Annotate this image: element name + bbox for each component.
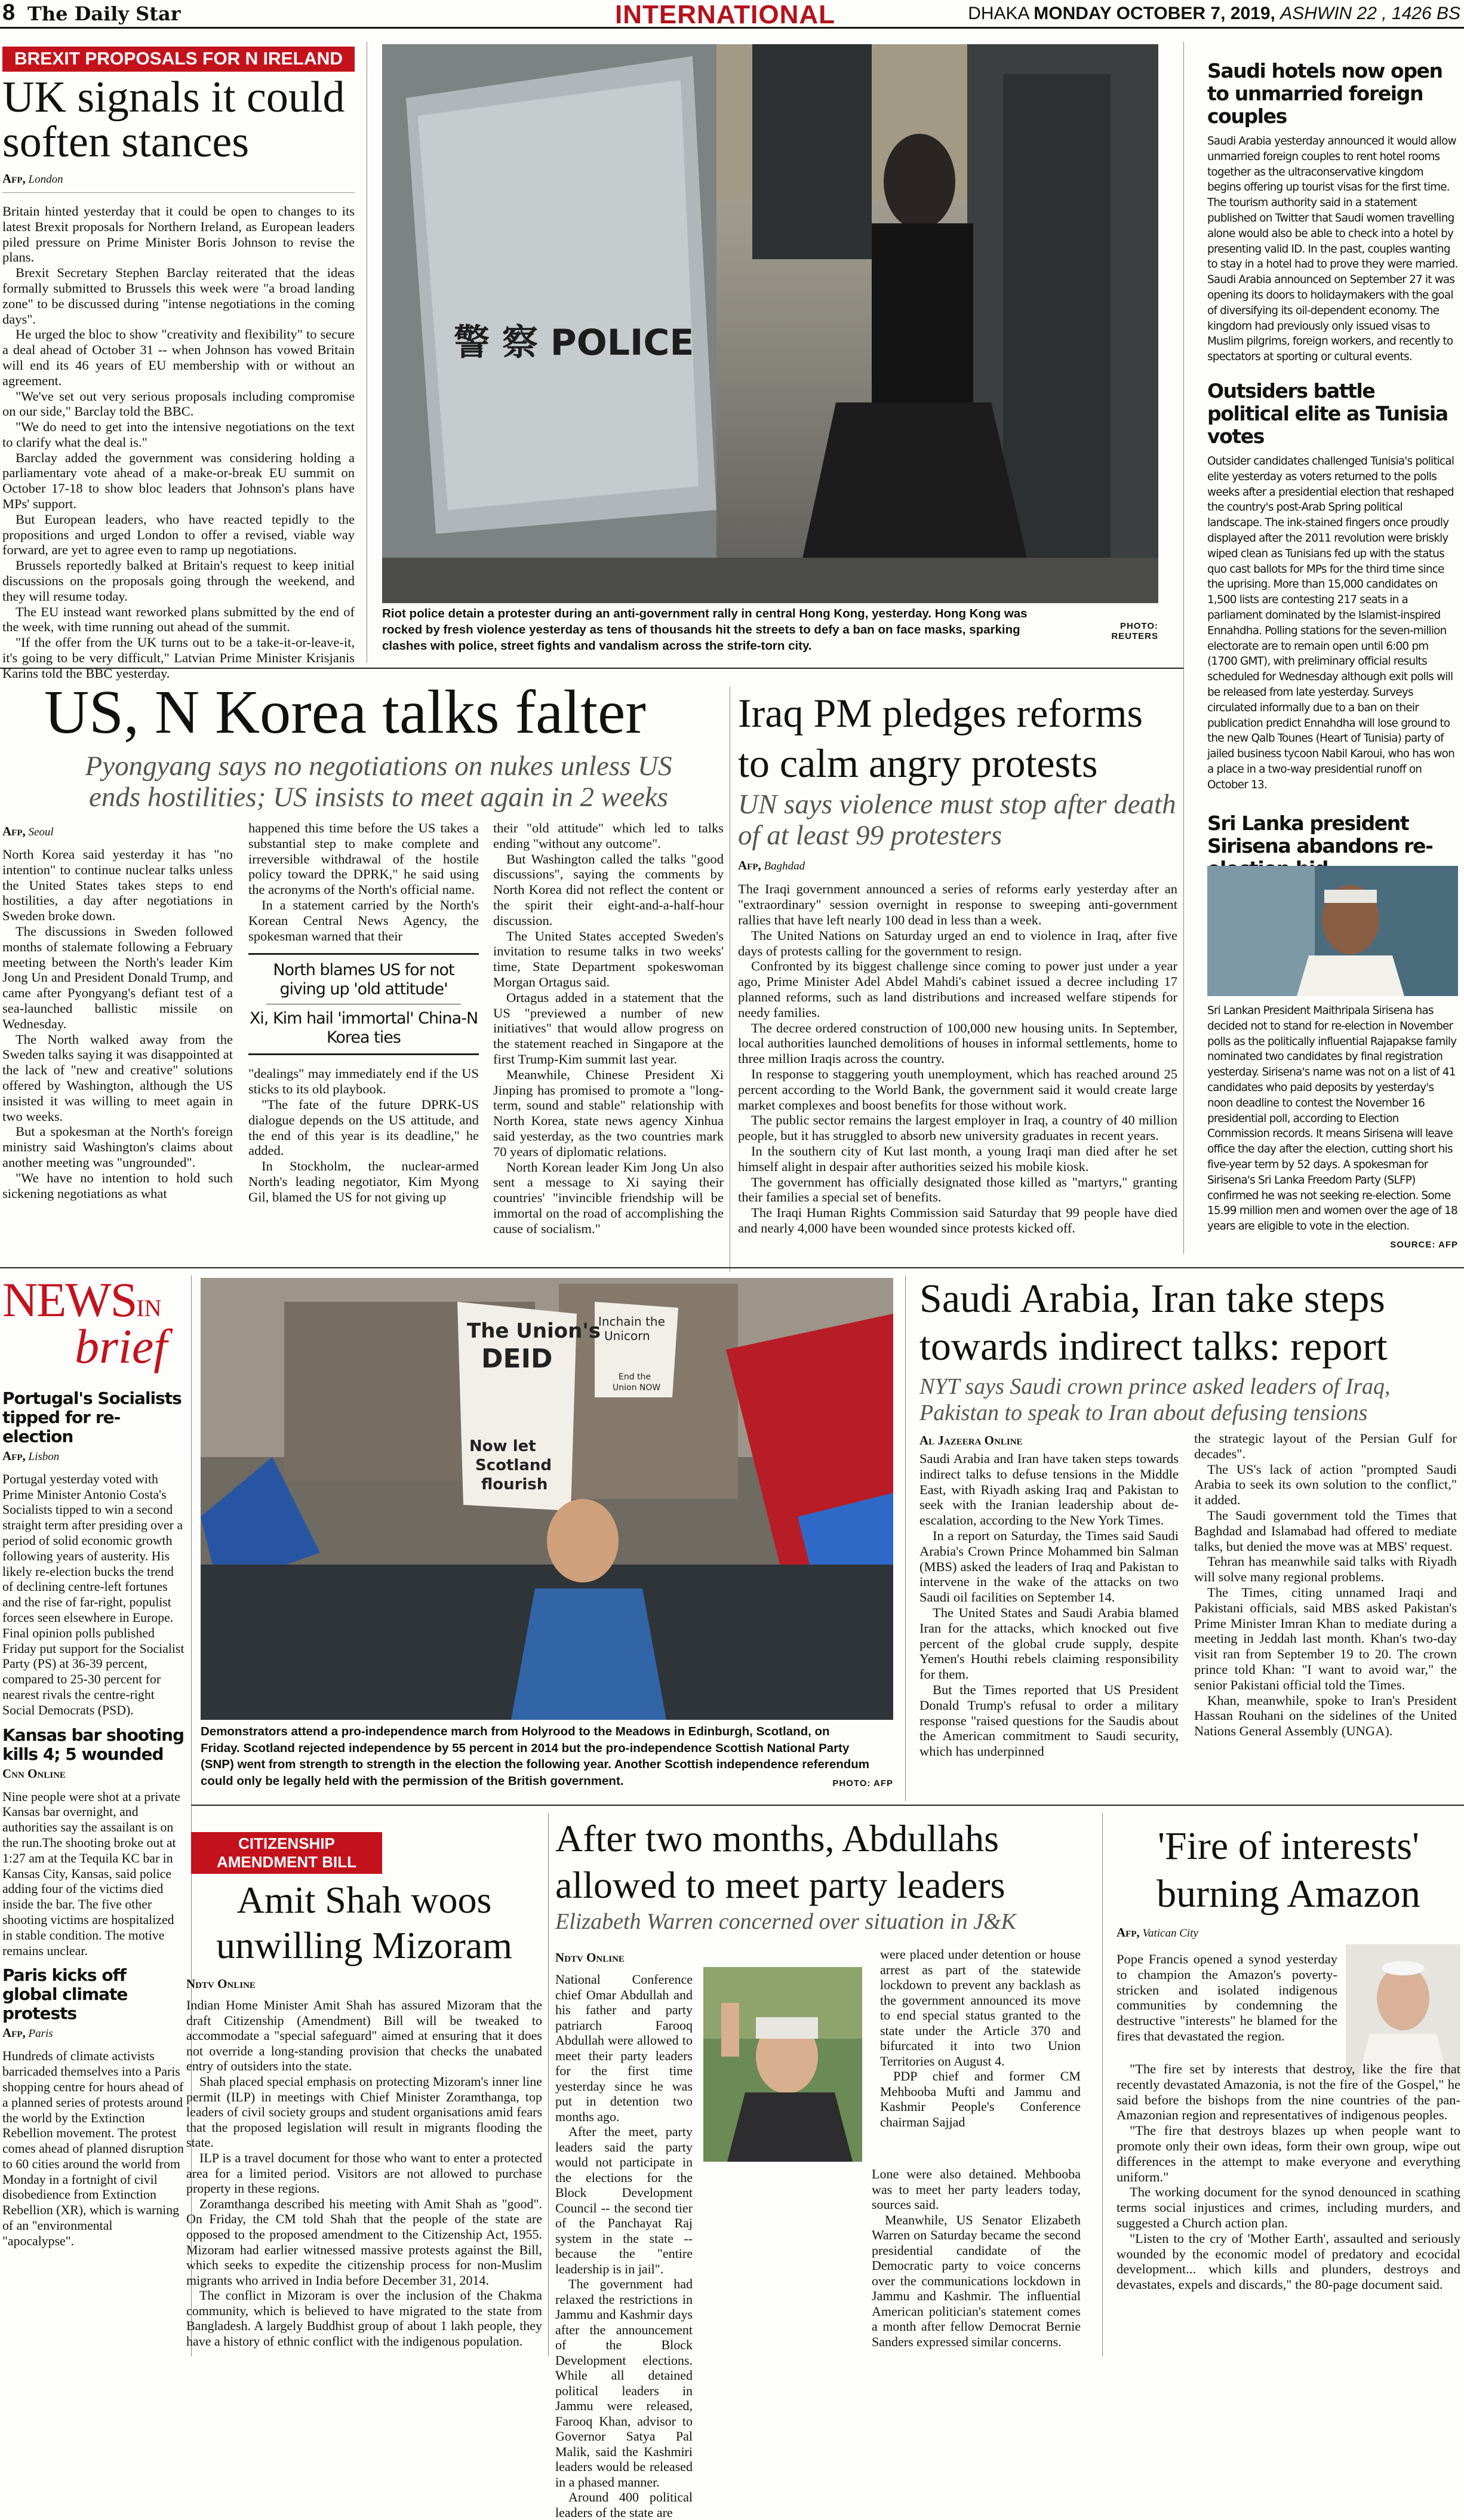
- mizoram-body: [186, 1997, 542, 2349]
- column-rule: [1102, 1813, 1103, 2356]
- section-divider: [191, 1805, 1464, 1806]
- shield-text: 警 察 POLICE: [454, 322, 694, 364]
- paragraph: Confronted by its biggest challenge since coming to power just under a year ago, Prime Minister Adel Abdel Mahdi's cabinet issued a decree including 17 planned reforms, such as land distributions and increased welfare stipends for needy families.: [738, 958, 1177, 1020]
- brexit-article: [2, 47, 355, 681]
- date-city: DHAKA: [968, 4, 1029, 23]
- paragraph: The working document for the synod denounced in scathing terms social injustices and crimes, including murders, and suggested a Church action plan.: [1117, 2184, 1460, 2230]
- paragraph: Britain hinted yesterday that it could be open to changes to its latest Brexit proposals for Northern Ireland, as European leaders piled pressure on Prime Minister Boris Johnson to revise the plans.: [2, 203, 355, 265]
- dateline: [968, 4, 1460, 24]
- brief-body: Hundreds of climate activists barricaded themselves into a Paris shopping centre for hours ahead of a planned series of protests around the world by the Extinction Rebellion movement. The protest comes ahead of planned disruption to 60 cities around the world from Monday in a fortnight of civil disobedience from Extinction Rebellion (XR), which is warning of an "environmental "apocalypse".: [2, 2049, 184, 2248]
- paragraph: The government had relaxed the restrictions in Jammu and Kashmir days after the announcement of the Block Development elections. While all detained political leaders in Jammu were released, Farooq Khan, advisor to Governor Satya Pal Malik, said the Kashmiri leaders would be released in a phased manner.: [555, 2276, 693, 2490]
- paragraph: "We do need to get into the intensive negotiations on the text to clarify what the deal is.": [2, 419, 355, 450]
- hong-kong-photo: [382, 44, 1158, 603]
- credit-label: PHOTO:: [832, 1778, 871, 1788]
- saudi-hotels-body: Saudi Arabia yesterday announced it would allow unmarried foreign couples to rent hotel rooms together as the ultraconservative kingdom begins offering up tourist visas for the first time. The tourism authority said in a statement published on Twitter that Saudi women travelling alone would also be able to check into a hotel by presenting valid ID. In the past, couples wanting to stay in a hotel had to prove they were married. Saudi Arabia announced on September 27 it was opening its doors to holidaymakers with the goal of diversifying its oil-dependent economy. The kingdom had previously only issued visas to Muslim pilgrims, foreign workers, and recently to spectators at sporting or cultural events.: [1207, 135, 1458, 364]
- saudi-iran-agency: Al Jazeera Online: [919, 1433, 1023, 1448]
- kashmir-headline: After two months, Abdullahs allowed to meet party leaders: [555, 1817, 1005, 1906]
- brief-body: Nine people were shot at a private Kansas bar overnight, and authorities say the assailant is on the run.The shooting broke out at 1:27 am at the Tequila KC bar in Kansas City, Kansas, said police adding four of the victims died inside the bar. The five other shooting victims are hospitalized in stable condition. The motive remains unclear.: [2, 1789, 180, 1958]
- paragraph: The EU instead want reworked plans submitted by the end of the week, with time running out ahead of the summit.: [2, 604, 355, 635]
- brexit-place: London: [28, 173, 63, 186]
- mizoram-kicker: CITIZENSHIP AMENDMENT BILL: [191, 1832, 382, 1874]
- paragraph: Saudi Arabia and Iran have taken steps towards indirect talks to defuse tensions in the Middle East, with Riyadh asking Iraq and Pakistan to seek with the Iranian leadership about de-escalation, according to the New York Times.: [919, 1451, 1179, 1528]
- section-divider: [0, 1267, 1464, 1268]
- kashmir-col2-top: [880, 1947, 1081, 2129]
- iraq-byline: [738, 858, 1177, 873]
- paragraph: Khan, meanwhile, spoke to Iran's President Hassan Rouhani on the sidelines of the United Nations General Assembly (UNGA).: [1194, 1692, 1457, 1739]
- paragraph: The conflict in Mizoram is over the inclusion of the Chakma community, which is believed to have migrated to the state from Bangladesh. A largely Buddhist group of about 1 lakh people, they have a history of ethnic conflict with the indigenous population.: [186, 2288, 542, 2349]
- omar-abdullah-photo: [703, 1967, 862, 2162]
- amazon-byline: [1117, 1925, 1460, 1940]
- saudi-iran-article: [919, 1274, 1460, 1806]
- column-rule: [548, 1813, 549, 2356]
- paragraph: "dealings" may immediately end if the US sticks to its old playbook.: [248, 1066, 479, 1097]
- scotland-caption: Demonstrators attend a pro-independence march from Holyrood to the Meadows in Edinburgh, Scotland, on Friday. Scotland rejected independence by 55 percent in 2014 but the pro-independence Scottish National Party (SNP) went from strength to strength in the election the following year. Another Scottish independence referendum could only be legally held with the permission of the British government.: [201, 1725, 870, 1788]
- paragraph: The United States accepted Sweden's invitation to resume talks in two weeks' time, State Department spokeswoman Morgan Ortagus said.: [493, 928, 724, 989]
- saudi-iran-col1: [919, 1451, 1179, 1759]
- paragraph: Meanwhile, Chinese President Xi Jinping has promised to promote a "long-term, sound and stable" relationship with North Korea, state news agency Xinhua said yesterday, as the two countries mark 70 years of diplomatic relations.: [493, 1067, 724, 1159]
- highlight-line: North blames US for not giving up 'old attitude': [273, 961, 454, 999]
- source-name: AFP: [1438, 1240, 1458, 1250]
- sirisena-photo-image: [1207, 866, 1458, 996]
- paragraph: "The fate of the future DPRK-US dialogue depends on the US attitude, and the end of this year is its deadline," he added.: [248, 1096, 479, 1158]
- kashmir-article: [555, 1815, 1081, 2520]
- nkorea-col1: [2, 847, 233, 1201]
- iraq-agency: Afp,: [738, 858, 761, 873]
- pope-photo: [1346, 1944, 1460, 2080]
- paragraph: Ortagus added in a statement that the US "previewed a number of new initiatives" that would allow progress on the statement reached in Singapore at the first Trump-Kim summit last year.: [493, 989, 724, 1067]
- brief-agency: Cnn Online: [2, 1766, 66, 1781]
- brexit-headline: UK signals it could soften stances: [2, 73, 345, 167]
- srilanka-body: Sri Lankan President Maithripala Sirisena has decided not to stand for re-election in November polls as the politically influential Rajapakse family nominated two candidates by final registration yesterday. Sirisena's name was not on a list of 41 candidates who paid deposits by yesterday's noon deadline to contest the November 16 presidential poll, according to Election Commission records. It means Sirisena will leave office the day after the election, cutting short his five-year term by 52 days. A spokesman for Sirisena's Sri Lanka Freedom Party (SLFP) confirmed he was not seeking re-election. Some 15.99 million men and women over the age of 18 years are eligible to vote in the election.: [1207, 1004, 1457, 1233]
- brief-agency: Afp,: [2, 1448, 26, 1463]
- saudi-iran-deck: NYT says Saudi crown prince asked leaders of Iraq, Pakistan to speak to Iran about defusing tensions: [919, 1374, 1391, 1425]
- srilanka-source: [1390, 1240, 1458, 1250]
- kashmir-col2-rest: [872, 2166, 1081, 2349]
- paragraph: The North walked away from the Sweden talks saying it was disappointed at the lack of "new and creative" solutions offered by Washington, although the US insisted it was willing to meet again in two weeks.: [2, 1031, 233, 1124]
- paragraph: The discussions in Sweden followed months of stalemate following a February meeting between the North's leader Kim Jong Un and President Donald Trump, and came after Pyongyang's defiant test of a sea-launched ballistic missile on Wednesday.: [2, 923, 233, 1031]
- sign-text: Scotland: [475, 1456, 552, 1474]
- paragraph: Lone were also detained. Mehbooba was to meet her party leaders today, sources said.: [872, 2166, 1081, 2212]
- paragraph: After the meet, party leaders said the party would not participate in the elections for the Block Development Council -- the second tier of the Panchayat Raj system in the state -- because the "entire leadership is in jail".: [555, 2124, 693, 2276]
- sign-text: Union NOW: [613, 1383, 661, 1393]
- paragraph: The United States and Saudi Arabia blamed Iran for the attacks, which knocked out five percent of the global crude supply, despite Yemen's Houthi rebels claiming responsibility for them.: [919, 1605, 1179, 1682]
- srilanka-article: [1207, 812, 1458, 1260]
- omar-abdullah-photo-image: [703, 1967, 862, 2162]
- paragraph: The United Nations on Saturday urged an end to violence in Iraq, after five days of protests calling for the government to resign.: [738, 927, 1177, 958]
- amazon-body: [1117, 2061, 1460, 2292]
- paragraph: In Stockholm, the nuclear-armed North's leading negotiator, Kim Myong Gil, blamed the US for not giving up: [248, 1158, 479, 1204]
- section-title: INTERNATIONAL: [615, 0, 836, 29]
- sirisena-photo: [1207, 866, 1458, 996]
- paragraph: But the Times reported that US President Donald Trump's refusal to order a military response "raised questions for the Saudis about the American commitment to Saudi security, which has underpinned: [919, 1682, 1179, 1759]
- brief-item: [2, 1726, 185, 1959]
- nkorea-byline: [2, 824, 54, 839]
- scotland-credit: [782, 1778, 893, 1793]
- paragraph: The Saudi government told the Times that Baghdad and Islamabad had offered to mediate talks, but denied the move was at MBS' request.: [1194, 1507, 1457, 1554]
- nkorea-agency: Afp,: [2, 824, 26, 838]
- scotland-photo-image: [201, 1278, 893, 1720]
- tunisia-article: [1207, 380, 1458, 810]
- brief-headline: Kansas bar shooting kills 4; 5 wounded: [2, 1725, 184, 1764]
- paragraph: "The fire that destroys blazes up when people want to promote only their own ideas, form their own group, wipe out differences in the attempt to make everyone and everything uniform.": [1117, 2123, 1460, 2184]
- sign-text: Inchain the: [598, 1314, 665, 1329]
- sign-text: flourish: [481, 1476, 548, 1493]
- sign-text: DEID: [481, 1344, 553, 1374]
- brief-headline: Paris kicks off global climate protests: [2, 1965, 128, 2024]
- paragraph: their "old attitude" which led to talks ending "without any outcome".: [493, 820, 724, 851]
- section-divider: [0, 668, 1183, 669]
- paragraph: North Korean leader Kim Jong Un also sent a message to Xi saying their countries' "invincible friendship will be immortal on the road of accomplishing the cause of socialism.": [493, 1159, 724, 1236]
- nkorea-highlight-box: [248, 953, 479, 1055]
- iraq-place: Baghdad: [764, 860, 805, 873]
- title-news: NEWS: [2, 1273, 137, 1327]
- paragraph: Zoramthanga described his meeting with Amit Shah as "good". On Friday, the CM told Shah that the people of the state are opposed to the proposed amendment to the Citizenship Act, 1955. Mizoram had earlier witnessed massive protests against the Bill, which seeks to expedite the citizenship process for non-Muslim migrants who arrived in India before December 31, 2014.: [186, 2196, 542, 2288]
- paragraph: the strategic layout of the Persian Gulf for decades".: [1194, 1431, 1457, 1461]
- kashmir-deck: Elizabeth Warren concerned over situation in J&K: [555, 1909, 1016, 1934]
- paragraph: The decree ordered construction of 100,000 new housing units. In September, local authorities launched demolitions of houses in informal settlements, home to three million Iraqis across the country.: [738, 1020, 1177, 1067]
- sign-text: The Union's: [467, 1319, 601, 1343]
- sign-text: Unicorn: [604, 1329, 650, 1343]
- nkorea-place: Seoul: [28, 826, 54, 838]
- kashmir-col1: [555, 1972, 693, 2520]
- paragraph: Shah placed special emphasis on protecting Mizoram's inner line permit (ILP) in meetings with Chief Minister Zoramthanga, top leaders of civil society groups and student organisations amid fears that the proposed legislation will result in migrants flooding the state.: [186, 2073, 542, 2150]
- date-main: MONDAY OCTOBER 7, 2019,: [1034, 4, 1275, 23]
- brief-item: [2, 1966, 185, 2249]
- column-rule: [905, 1276, 906, 1801]
- paragraph: Tehran has meanwhile said talks with Riyadh will solve many regional problems.: [1194, 1554, 1457, 1585]
- brief-byline: [2, 1449, 185, 1464]
- paragraph: The Iraqi government announced a series of reforms early yesterday after an "extraordinary" session overnight in response to sweeping anti-government rallies that have left nearly 100 dead in less than a week.: [738, 881, 1177, 927]
- iraq-deck: UN says violence must stop after death of at least 99 protesters: [738, 789, 1176, 851]
- paragraph: In response to staggering youth unemployment, which has reached around 25 percent according to the World Bank, the government said it would create large market complexes and boost benefits for those without work.: [738, 1066, 1177, 1113]
- paragraph: The government has officially designated those killed as "martyrs," granting their families a special set of benefits.: [738, 1174, 1177, 1205]
- brief-headline: Portugal's Socialists tipped for re-election: [2, 1388, 182, 1446]
- brief-agency: Afp,: [2, 2026, 26, 2040]
- paragraph: National Conference chief Omar Abdullah and his father and party patriarch Farooq Abdullah were allowed to meet their party leaders for the first time yesterday since he was put in detention two months ago.: [555, 1972, 693, 2124]
- kashmir-agency: Ndtv Online: [555, 1950, 625, 1965]
- brexit-byline: [2, 171, 355, 186]
- paragraph: Pope Francis opened a synod yesterday to champion the Amazon's poverty-stricken and isolated indigenous communities by condemning the destructive "interests" he blamed for the fires that devastated the region.: [1117, 1952, 1337, 2043]
- credit-source: REUTERS: [1111, 631, 1158, 641]
- title-in: IN: [136, 1295, 162, 1322]
- paragraph: happened this time before the US takes a substantial step to make complete and irreversible withdrawal of the hostile policy toward the DPRK," he said using the acronyms of the North's official name.: [248, 820, 479, 898]
- paragraph: ILP is a travel document for those who want to enter a protected area for a limited period. Visitors are not allowed to purchase property in these regions.: [186, 2150, 542, 2196]
- saudi-iran-col2: [1194, 1431, 1457, 1739]
- brief-item: [2, 1389, 185, 1719]
- paragraph: In a statement carried by the North's Korean Central News Agency, the spokesman warned that their: [248, 897, 479, 944]
- paragraph: But Washington called the talks "good discussions", saying the comments by North Korea did not reflect the content or the spirit their eight-and-a-half-hour discussion.: [493, 851, 724, 928]
- paper-name: The Daily Star: [27, 2, 181, 25]
- paragraph: Meanwhile, US Senator Elizabeth Warren on Saturday became the second presidential candidate of the Democratic party to voice concerns over the communications lockdown in Jammu and Kashmir. The influential American politician's statement comes a month after fellow Democrat Bernie Sanders expressed similar concerns.: [872, 2212, 1081, 2349]
- news-in-brief-title: [2, 1273, 185, 1327]
- paragraph: Indian Home Minister Amit Shah has assured Mizoram that the draft Citizenship (Amendment) Bill will be tweaked to accommodate a "special safeguard" aimed at ensuring that it does not override a long-standing provision that checks the unabated entry of outsiders into the state.: [186, 1997, 542, 2074]
- paragraph: But a spokesman at the North's foreign ministry said Washington's claims about another meeting was "ungrounded".: [2, 1124, 233, 1170]
- brief-place: Lisbon: [28, 1450, 60, 1463]
- mizoram-byline: [186, 1977, 542, 1992]
- paragraph: The Iraqi Human Rights Commission said Saturday that 99 people have died and nearly 4,000 have been wounded since protests kicked off.: [738, 1205, 1177, 1236]
- amazon-body-top: [1117, 1952, 1337, 2044]
- paragraph: The public sector remains the largest employer in Iraq, a country of 40 million people, but it has struggled to absorb new university graduates in recent years.: [738, 1113, 1177, 1144]
- tunisia-headline: Outsiders battle political elite as Tunisia votes: [1207, 379, 1448, 448]
- brexit-body: [2, 204, 355, 681]
- brexit-agency: Afp,: [2, 171, 26, 186]
- hong-kong-credit: [1063, 621, 1158, 651]
- paragraph: Around 400 political leaders of the state are: [555, 2490, 693, 2520]
- mizoram-article: [186, 1832, 542, 2360]
- paragraph: "The fire set by interests that destroy, like the fire that recently devastated Amazonia, is not the fire of the Gospel," he said before the bishops from the nine countries of the pan-Amazonian region and representatives of indigenous peoples.: [1117, 2061, 1460, 2123]
- source-label: SOURCE:: [1390, 1240, 1436, 1250]
- nkorea-col3: [493, 820, 724, 1237]
- amazon-article: [1117, 1823, 1460, 2360]
- paragraph: Brussels reportedly balked at Britain's request to keep initial discussions on the proposals going through the weekend, and they will resume today.: [2, 558, 355, 604]
- iraq-headline: Iraq PM pledges reforms to calm angry protests: [738, 690, 1143, 786]
- nkorea-col2: [248, 820, 479, 1205]
- paragraph: In a report on Saturday, the Times said Saudi Arabia's Crown Prince Mohammed bin Salman (MBS) asked the leaders of Iraq and Pakistan to intervene in the wake of the attacks on two Saudi oil facilities on September 14.: [919, 1528, 1179, 1605]
- credit-source: AFP: [874, 1778, 893, 1788]
- nkorea-deck: Pyongyang says no negotiations on nukes unless US ends hostilities; US insists to meet again in 2 weeks: [85, 751, 672, 813]
- sign-text: Now let: [469, 1437, 536, 1455]
- paragraph: were placed under detention or house arrest as part of the statewide lockdown to prevent any backlash as the government announced its move to end special status granted to the state under the Article 370 and bifurcated it into two Union Territories on August 4.: [880, 1947, 1081, 2069]
- paragraph: "We have no intention to hold such sickening negotiations as what: [2, 1170, 233, 1201]
- paragraph: He urged the bloc to show "creativity and flexibility" to secure a deal ahead of October 31 -- when Johnson has vowed Britain will end its 46 years of EU membership with or without an agreement.: [2, 327, 355, 388]
- title-brief: brief: [75, 1319, 167, 1373]
- paragraph: "We've set out very serious proposals including compromise on our side," Barclay told the BBC.: [2, 388, 355, 419]
- news-in-brief: [2, 1273, 185, 2358]
- nkorea-headline: US, N Korea talks falter: [44, 678, 646, 746]
- pope-photo-image: [1346, 1944, 1460, 2080]
- saudi-hotels-article: [1207, 60, 1458, 376]
- scotland-photo: [201, 1278, 893, 1720]
- sign-text: End the: [619, 1372, 651, 1382]
- nkorea-article: [2, 678, 724, 1278]
- brief-byline: [2, 2026, 185, 2040]
- masthead: [0, 0, 1464, 29]
- saudi-hotels-headline: Saudi hotels now open to unmarried foreign couples: [1207, 59, 1443, 128]
- paragraph: Barclay added the government was considering holding a parliamentary vote ahead of a make-or-break EU summit on October 17-18 to show bloc leaders that Johnson's plans have MPs' support.: [2, 450, 355, 512]
- mizoram-agency: Ndtv Online: [186, 1977, 256, 1991]
- credit-label: PHOTO:: [1119, 621, 1158, 631]
- paragraph: The US's lack of action "prompted Saudi Arabia to seek its own solution to the conflict," it added.: [1194, 1461, 1457, 1508]
- paragraph: But European leaders, who have reacted tepidly to the propositions and urged London to offer a revised, viable way forward, are yet to agree even to ramp up negotiations.: [2, 511, 355, 558]
- kashmir-byline: [555, 1950, 625, 1965]
- saudi-iran-headline: Saudi Arabia, Iran take steps towards indirect talks: report: [919, 1276, 1388, 1369]
- mizoram-headline: Amit Shah woos unwilling Mizoram: [216, 1879, 512, 1966]
- paragraph: In the southern city of Kut last month, a young Iraqi man died after he set himself alight in despair after authorities seized his mobile kiosk.: [738, 1143, 1177, 1174]
- paragraph: "If the offer from the UK turns out to be a take-it-or-leave-it, it's going to be very difficult," Latvian Prime Minister Krisjanis Karins told the BBC yesterday.: [2, 635, 355, 681]
- amazon-headline: 'Fire of interests' burning Amazon: [1157, 1824, 1420, 1916]
- brief-body: Portugal yesterday voted with Prime Minister Antonio Costa's Socialists tipped to win a second straight term after presiding over a period of solid economic growth following years of austerity. His likely re-election bucks the trend of declining centre-left fortunes and the rise of far-right, populist forces seen elsewhere in Europe. Final opinion polls published Friday put support for the Socialist Party (PS) at 36-39 percent, compared to 25-30 percent for nearest rivals the centre-right Social Democrats (PSD).: [2, 1471, 184, 1717]
- page-number: 8: [2, 0, 16, 25]
- amazon-agency: Afp,: [1117, 1925, 1140, 1940]
- tunisia-body: Outsider candidates challenged Tunisia's political elite yesterday as voters returned to the polls weeks after a presidential election that reshaped the country's post-Arab Spring political landscape. The ink-stained fingers once proudly displayed after the 2011 revolution were briskly wiped clean as Tunisians fed up with the status quo cast ballots for MPs for the third time since the uprising. More than 15,000 candidates on 1,500 lists are contesting 217 seats in a parliament dominated by the Islamist-inspired Ennahdha. Polling stations for the seven-million electorate are to remain open until 6:00 pm (1700 GMT), with preliminary official results scheduled for Wednesday although exit polls will be released from late yesterday. Surveys circulated informally due to a ban on their publication predict Ennahdha will lose ground to the new Qalb Tounes (Heart of Tunisia) party of jailed business tycoon Nabil Karoui, who has won a place in a two-way presidential runoff on October 13.: [1207, 455, 1454, 791]
- brief-byline: [2, 1766, 185, 1781]
- highlight-line: Xi, Kim hail 'immortal' China-N Korea ties: [249, 1009, 478, 1047]
- column-rule: [1183, 42, 1184, 1254]
- iraq-body: [738, 881, 1177, 1236]
- paragraph: The Times, citing unnamed Iraqi and Pakistani officials, said MBS asked Pakistan's Prime Minister Imran Khan to mediate during a meeting in Jeddah last month. Khan's two-day visit ran from September 19 to 20. The crown prince told Khan: "I want to avoid war," the senior Pakistani official told the Times.: [1194, 1584, 1457, 1692]
- hong-kong-caption: Riot police detain a protester during an anti-government rally in central Hong Kong, yesterday. Hong Kong was rocked by fresh violence yesterday as tens of thousands hit the streets to defy a ban on face masks, sparking clashes with police, street fights and vandalism across the strife-torn city.: [382, 607, 1028, 653]
- paragraph: "Listen to the cry of 'Mother Earth', assaulted and seriously wounded by the economic model of predatory and ecocidal development... which kills and plunders, destroys and devastates, expels and discards," the 80-page document said.: [1117, 2230, 1460, 2292]
- brief-place: Paris: [28, 2027, 53, 2040]
- date-bangla: ASHWIN 22 , 1426 BS: [1280, 4, 1460, 23]
- brexit-kicker: BREXIT PROPOSALS FOR N IRELAND: [2, 47, 355, 72]
- amazon-place: Vatican City: [1142, 1927, 1198, 1940]
- paragraph: Brexit Secretary Stephen Barclay reiterated that the ideas formally submitted to Brussels this week were "a broad landing zone" to be discussed during "intense negotiations in the coming days".: [2, 265, 355, 327]
- paragraph: PDP chief and former CM Mehbooba Mufti and Jammu and Kashmir People's Conference chairman Sajjad: [880, 2069, 1081, 2129]
- paragraph: North Korea said yesterday it has "no intention" to continue nuclear talks unless the United States takes steps to end hostilities, a day after negotiations in Sweden broke down.: [2, 847, 233, 924]
- hong-kong-photo-image: [382, 44, 1158, 603]
- iraq-article: [738, 688, 1177, 1273]
- srilanka-headline: Sri Lanka president Sirisena abandons re-: [1207, 812, 1433, 858]
